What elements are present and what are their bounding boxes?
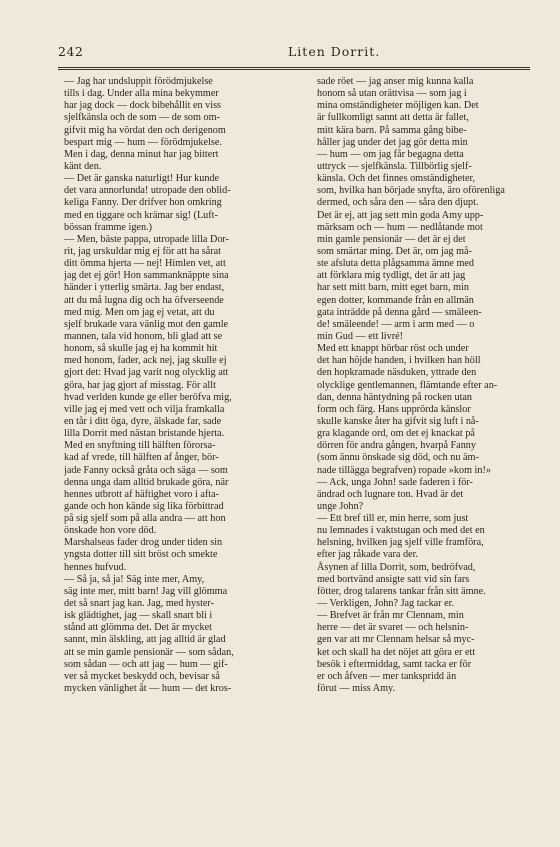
text-line: ket och skall ha det nöjet att göra er ett [317, 646, 476, 658]
text-line: känsla. Och det finnes omständigheter, [317, 173, 476, 185]
text-line: ste afsluta detta plågsamma ämne med [317, 258, 475, 270]
text-line: isk glädtighet, jag — skall snart bli i [64, 610, 213, 622]
text-line: det vara annorlunda! utropade den oblid- [64, 185, 231, 197]
text-line: ditt ömma hjerta — nej! Himlen vet, att [64, 258, 226, 270]
text-line: hennes utbrott af häftighet voro i afta- [64, 488, 220, 500]
text-line: ändrad och lugnare ton. Hvad är det [317, 488, 464, 500]
text-line: har jag dock — dock bibehållit en viss [64, 100, 222, 112]
text-line: med honom, fader, ack nej, jag skulle ej [64, 355, 227, 367]
text-line: Med en snyftning till hälften förorsa- [64, 440, 216, 452]
text-line: har sett mitt barn, mitt eget barn, min [317, 282, 469, 294]
text-line: som smärtar ming. Det är, om jag må- [317, 245, 472, 257]
text-line: sjelf brukade vara vänlig mot den gamle [64, 318, 229, 330]
text-line: — Så ja, så ja! Säg inte mer, Amy, [64, 573, 205, 585]
text-line: sjelfkänsla och de som — de som om- [64, 112, 220, 124]
text-line: — Brefvet är från mr Clennam, min [317, 610, 464, 622]
text-line: mitt kära barn. På samma gång bibe- [317, 124, 467, 136]
text-line: bespart mig — hum — förödmjukelse. [64, 136, 222, 148]
running-title: Liten Dorrit. [288, 44, 381, 59]
text-line: gen var att mr Clennam helsar så myc- [317, 634, 475, 646]
text-line: lilla Dorrit med nästan bristande hjerta. [64, 428, 225, 440]
text-line: sade röet — jag anser mig kunna kalla [317, 76, 474, 87]
text-line: gata inträdde på denna gård — smäleen- [317, 306, 482, 318]
text-line: yngsta dotter till sitt bröst och smekte [64, 549, 218, 561]
text-line: tills i dag. Under alla mina bekymmer [64, 88, 219, 100]
right-column [317, 76, 549, 695]
text-line: mannen, tala vid honom, bli glad att se [64, 330, 223, 342]
text-line: besök i eftermiddag, samt tacka er för [317, 658, 472, 670]
page-header [58, 44, 530, 60]
text-line: — hum — om jag får begagna detta [317, 148, 464, 160]
text-line: herre — det är svaret — och helsnin- [317, 622, 469, 634]
text-line: — Verkligen, John? Jag tackar er. [317, 598, 455, 610]
text-line: håller jag under det jag gör detta min [317, 136, 468, 148]
text-line: denna unga dam alltid brukade göra, när [64, 476, 229, 488]
text-line: den hopkramade näsduken, yttrade den [317, 367, 477, 379]
text-line: unge John? [317, 500, 364, 512]
header-rule [58, 67, 530, 70]
text-line: med mig. Men om jag ej vetat, att du [64, 306, 215, 318]
text-line: som sådan — och att jag — hum — gif- [64, 658, 228, 670]
text-line: stånd att glömma det. Det är mycket [64, 622, 212, 634]
text-line: — Men, bäste pappa, utropade lilla Dor- [64, 233, 230, 245]
text-line: Med ett knappt hörbar röst och under [317, 343, 469, 355]
text-line: gande och hon kände sig lika förbittrad [64, 500, 224, 512]
text-line: det så snart jag kan. Jag, med hyster- [64, 598, 215, 610]
left-column [64, 76, 296, 695]
text-line: är fullkomligt sannt att detta är fallet, [317, 112, 469, 124]
text-line: min gamle pensionär — det är ej det [317, 233, 466, 245]
text-line: ville jag ej med vett och vilja framkalla [64, 403, 225, 415]
text-line: hennes hufvud. [64, 561, 127, 573]
text-line: uttryck — sjelfkänsla. Tillbörlig sjelf- [317, 160, 472, 172]
text-line: form och färg. Hans upprörda känslor [317, 403, 471, 415]
text-line: som, hvilka han började snyfta, äro oförenliga [317, 185, 505, 197]
text-line: (som ännu önskade sig död, och nu äm- [317, 452, 479, 464]
text-line: Marshalseas fader drog under tiden sin [64, 537, 223, 549]
text-line: Åsynen af lilla Dorrit, som, bedröfvad, [317, 561, 476, 573]
text-line: — Ett bref till er, min herre, som just [317, 513, 469, 525]
text-line: förut — miss Amy. [317, 683, 396, 695]
text-line: att förklara mig tydligt, det är att jag [317, 270, 466, 282]
text-line: Det är ej, att jag sett min goda Amy upp- [317, 209, 484, 221]
page-number: 242 [58, 44, 84, 59]
text-line: att du må lugna dig och ha öfverseende [64, 294, 224, 306]
text-line: med en tiggare och krämar sig! (Luft- [64, 209, 218, 221]
text-line: fötter, drog talarens tankar från sitt ämne. [317, 585, 486, 597]
text-line: hvad verlden kunde ge eller beröfva mig, [64, 391, 232, 403]
text-line: gjort det: Hvad jag varit nog olycklig att [64, 367, 229, 379]
text-line: på sig sjelf som på alla andra — att hon [64, 513, 226, 525]
text-line: med bortvänd ansigte satt vid sin fars [317, 573, 470, 585]
text-line: nade tillägga begrafven) ropade »kom in!» [317, 464, 491, 476]
text-line: er och åfven — mer tankspridd än [317, 670, 457, 682]
text-line: märksam och — hum — nedlåtande mot [317, 221, 483, 233]
text-line: säg inte mer, mitt barn! Jag vill glömma [64, 585, 228, 597]
text-line: olycklige gentlemannen, flämtande efter an- [317, 379, 498, 391]
text-line: gifvit mig ha vördat den och derigenom [64, 124, 226, 136]
text-line: jag det ej gör! Hon sammanknäppte sina [64, 270, 229, 282]
text-line: Men i dag, denna minut har jag bittert [64, 148, 219, 160]
text-line: helsning, hvilken jag sjelf ville framföra, [317, 537, 484, 549]
text-line: dan, denna häntydning på rocken utan [317, 391, 473, 403]
text-line: keliga Fanny. Der drifver hon omkring [64, 197, 222, 209]
text-line: jade Fanny också gråta och säga — som [64, 464, 228, 476]
text-line: kad af vrede, till hälften af ånger, bör- [64, 452, 219, 464]
text-line: rit, jag urskuldar mig ej för att ha sårat [64, 245, 222, 257]
text-line: skulle kanske åter ha gifvit sig luft i nå- [317, 415, 479, 427]
text-line: — Ack, unga John! sade faderen i för- [317, 476, 473, 488]
text-line: de! smäleende! — arm i arm med — o [317, 318, 475, 330]
text-line: efter jag råkade vara der. [317, 549, 418, 561]
text-line: en tår i ditt öga, dyre, älskade far, sade [64, 415, 222, 427]
text-line: händer i ytterlig smärta. Jag ber endast, [64, 282, 225, 294]
text-line: att se min gamle pensionär — som sådan, [64, 646, 234, 658]
text-line: önskade hon vore död. [64, 525, 157, 537]
text-line: honom, så skulle jag ej ha kommit hit [64, 343, 218, 355]
text-line: dörren för andra gången, hvarpå Fanny [317, 440, 476, 452]
text-line: — Det är ganska naturligt! Hur kunde [64, 173, 220, 185]
text-line: min Gud — ett livré! [317, 330, 404, 342]
text-line: dermed, och såra den — såra den djupt. [317, 197, 479, 209]
text-line: nu lemnades i vaktstugan och med det en [317, 525, 485, 537]
text-line: känt den. [64, 160, 102, 172]
text-line: mina omständigheter möjligen kan. Det [317, 100, 479, 112]
text-line: — Jag har undsluppit förödmjukelse [64, 76, 213, 87]
text-line: egen dotter, kommande från en allmän [317, 294, 474, 306]
text-line: honom så utan orättvisa — som jag i [317, 88, 467, 100]
text-line: mycken vänlighet åt — hum — det kros- [64, 683, 232, 695]
text-line: sannt, min älskling, att jag alltid är glad [64, 634, 226, 646]
text-line: gra klagande ord, om det ej knackat på [317, 428, 475, 440]
text-line: det han höjde handen, i hvilken han höll [317, 355, 481, 367]
text-line: bössan framme igen.) [64, 221, 152, 233]
text-line: ver så mycket beskydd och, bevisar så [64, 670, 220, 682]
text-line: göra, har jag gjort af misstag. För allt [64, 379, 216, 391]
